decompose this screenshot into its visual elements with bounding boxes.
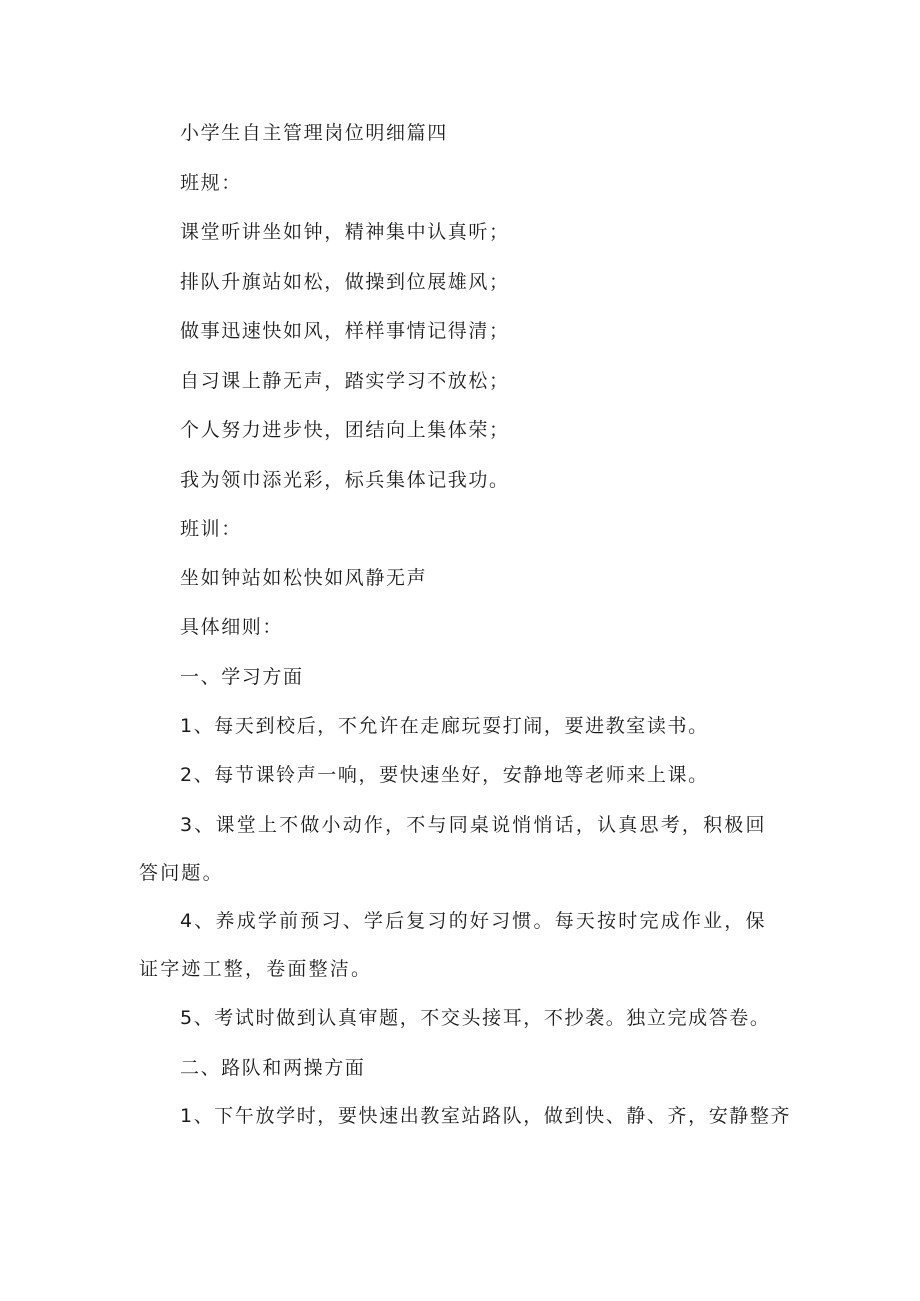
class-motto-heading: 班训： — [180, 518, 242, 540]
study-rule-item: 1、每天到校后，不允许在走廊玩耍打闹，要进教室读书。 — [180, 715, 709, 737]
class-rule-line: 课堂听讲坐如钟，精神集中认真听； — [180, 221, 510, 243]
section-heading-queue-exercise: 二、路队和两操方面 — [180, 1057, 366, 1079]
class-rule-line: 自习课上静无声，踏实学习不放松； — [180, 370, 510, 392]
class-rule-line: 个人努力进步快，团结向上集体荣； — [180, 419, 510, 441]
class-rule-line: 做事迅速快如风，样样事情记得清； — [180, 320, 510, 342]
details-heading: 具体细则： — [180, 616, 284, 638]
document-title: 小学生自主管理岗位明细篇四 — [180, 122, 448, 144]
class-rule-line: 我为领巾添光彩，标兵集体记我功。 — [180, 469, 510, 491]
study-rule-item: 5、考试时做到认真审题，不交头接耳，不抄袭。独立完成答卷。 — [180, 1007, 771, 1029]
class-rules-heading: 班规： — [180, 172, 242, 194]
study-rule-item: 3、课堂上不做小动作，不与同桌说悄悄话，认真思考，积极回答问题。 — [139, 814, 767, 884]
section-heading-study: 一、学习方面 — [180, 666, 304, 688]
queue-rule-item: 1、下午放学时，要快速出教室站路队，做到快、静、齐，安静整齐 — [180, 1105, 792, 1127]
study-rule-item: 4、养成学前预习、学后复习的好习惯。每天按时完成作业，保证字迹工整，卷面整洁。 — [139, 910, 767, 980]
study-rule-item: 2、每节课铃声一响，要快速坐好，安静地等老师来上课。 — [180, 764, 709, 786]
class-rule-line: 排队升旗站如松，做操到位展雄风； — [180, 271, 510, 293]
class-motto: 坐如钟站如松快如风静无声 — [180, 567, 428, 589]
